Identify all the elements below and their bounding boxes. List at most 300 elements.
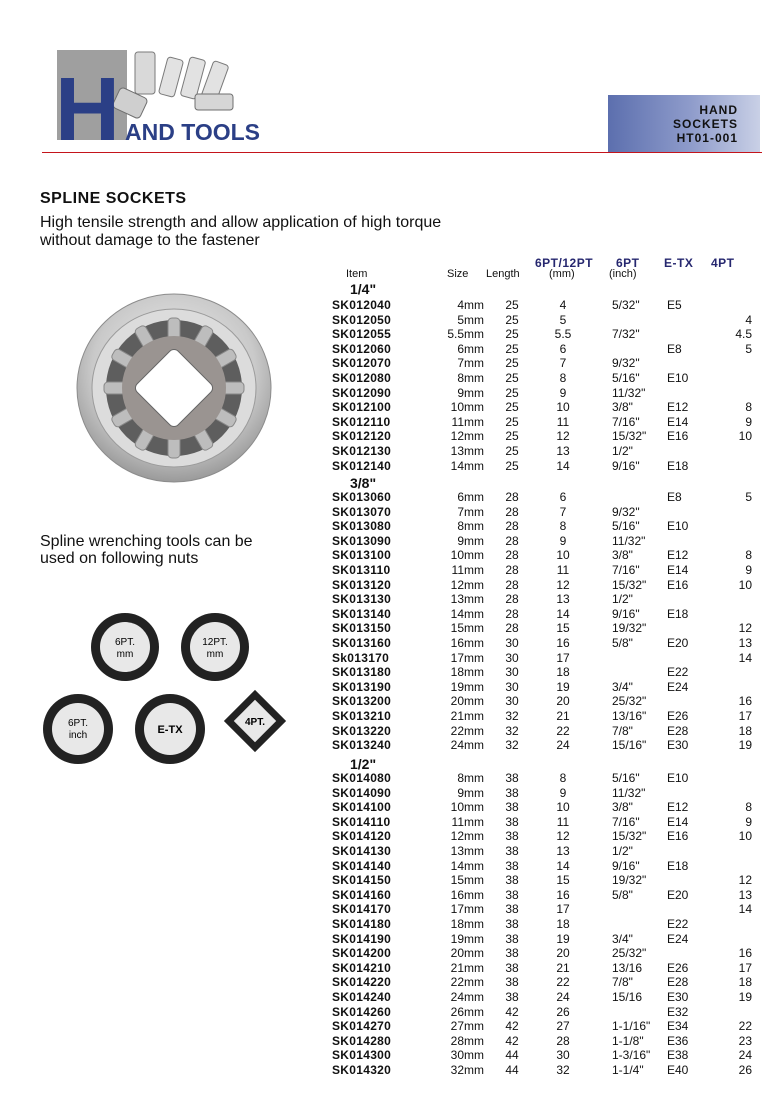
size-6pt-inch: 5/16" — [612, 771, 640, 785]
length: 28 — [505, 504, 519, 519]
table-row — [0, 990, 780, 1005]
size-6pt-12pt-mm: 19 — [556, 679, 570, 694]
length: 25 — [505, 414, 519, 429]
svg-text:6PT.: 6PT. — [114, 637, 136, 648]
item-code: SK013110 — [332, 563, 391, 577]
size-4pt: 17 — [738, 709, 752, 723]
size-4pt: 22 — [738, 1019, 752, 1034]
size-6pt-inch: 15/16 — [612, 990, 643, 1004]
item-code: SK013120 — [332, 577, 392, 592]
size-6pt-inch: 11/32" — [612, 533, 646, 548]
length: 38 — [505, 814, 519, 829]
size-4pt: 9 — [745, 563, 752, 577]
size-6pt-12pt-mm: 14 — [556, 606, 570, 621]
size-4pt: 18 — [738, 723, 752, 738]
size-6pt-12pt-mm: 14 — [556, 458, 570, 473]
table-row — [0, 371, 780, 386]
length: 38 — [505, 931, 519, 946]
size-etx: E18 — [667, 858, 689, 873]
size-etx: E10 — [667, 519, 689, 534]
size: 20mm — [450, 946, 484, 961]
size: 13mm — [450, 592, 484, 607]
size: 17mm — [450, 902, 484, 917]
size-6pt-12pt-mm: 19 — [556, 931, 570, 946]
size-4pt: 8 — [745, 400, 752, 415]
size-etx: E30 — [667, 738, 689, 753]
size: 28mm — [450, 1033, 484, 1048]
table-row — [0, 636, 780, 651]
item-code: SK013130 — [332, 592, 392, 607]
size-4pt: 17 — [738, 960, 752, 975]
length: 38 — [505, 800, 519, 815]
table-row — [0, 829, 780, 844]
table-row — [0, 444, 780, 459]
size: 10mm — [450, 548, 484, 563]
size: 12mm — [450, 429, 484, 444]
table-row — [0, 709, 780, 724]
length: 38 — [505, 960, 519, 975]
size-etx: E40 — [667, 1063, 689, 1077]
table-row — [0, 888, 780, 903]
size-etx: E30 — [667, 990, 689, 1004]
item-code: SK012130 — [332, 444, 392, 458]
size-6pt-inch: 13/16 — [612, 960, 643, 975]
size-6pt-12pt-mm: 10 — [556, 548, 570, 563]
item-code: SK014150 — [332, 873, 392, 888]
size-6pt-inch: 13/16" — [612, 709, 647, 723]
table-row — [0, 738, 780, 753]
item-code: SK014240 — [332, 990, 392, 1004]
size-etx: E18 — [667, 606, 689, 621]
nuts-description-line: used on following nuts — [40, 550, 199, 567]
length: 38 — [505, 990, 519, 1004]
table-row — [0, 680, 780, 695]
header-6pt-12pt: 6PT/12PT — [535, 256, 594, 270]
item-code: SK014120 — [332, 829, 392, 844]
item-code: SK013100 — [332, 548, 392, 563]
drive-size-heading: 1/2" — [350, 756, 377, 772]
size: 6mm — [457, 341, 484, 356]
table-row — [0, 815, 780, 830]
size-4pt: 14 — [738, 902, 752, 917]
length: 38 — [505, 917, 519, 931]
size-etx: E10 — [667, 371, 689, 385]
size-4pt: 4 — [745, 312, 752, 327]
item-code: SK012050 — [332, 312, 392, 327]
size-6pt-inch: 9/16" — [612, 606, 640, 621]
table-row — [0, 607, 780, 622]
length: 25 — [505, 356, 519, 371]
item-code: SK014190 — [332, 931, 392, 946]
size: 15mm — [450, 873, 484, 888]
size-etx: E32 — [667, 1004, 689, 1019]
description-line: without damage to the fastener — [40, 232, 260, 249]
header-inch: (inch) — [609, 268, 637, 280]
item-code: SK014140 — [332, 858, 392, 873]
size-6pt-12pt-mm: 27 — [556, 1019, 570, 1034]
size: 22mm — [450, 975, 484, 990]
table-row — [0, 313, 780, 328]
table-row — [0, 975, 780, 990]
size-6pt-inch: 25/32" — [612, 946, 647, 961]
size-4pt: 18 — [738, 975, 752, 990]
size-6pt-12pt-mm: 5 — [559, 312, 567, 327]
size-6pt-12pt-mm: 4 — [559, 298, 567, 312]
svg-text:4PT.: 4PT. — [244, 717, 266, 728]
length: 30 — [505, 636, 519, 650]
svg-text:H: H — [55, 60, 120, 145]
item-code: SK013220 — [332, 723, 392, 738]
description-line: High tensile strength and allow application of high torque — [40, 214, 442, 231]
table-row — [0, 651, 780, 666]
size: 32mm — [450, 1063, 484, 1077]
table-row — [0, 859, 780, 874]
size: 5.5mm — [447, 327, 484, 342]
size-6pt-12pt-mm: 18 — [556, 917, 570, 931]
length: 42 — [505, 1033, 519, 1048]
size-6pt-12pt-mm: 11 — [556, 814, 570, 829]
item-code: SK014130 — [332, 844, 392, 858]
size-6pt-inch: 19/32" — [612, 621, 647, 636]
length: 44 — [505, 1063, 519, 1077]
svg-text:mm: mm — [116, 649, 134, 660]
drive-size-heading: 3/8" — [350, 475, 377, 491]
length: 30 — [505, 694, 519, 709]
item-code: SK014210 — [332, 960, 392, 975]
length: 42 — [505, 1019, 519, 1034]
size-4pt: 10 — [738, 429, 752, 444]
table-row — [0, 578, 780, 593]
item-code: SK012090 — [332, 385, 392, 400]
size-etx: E26 — [667, 960, 689, 975]
size-6pt-12pt-mm: 18 — [556, 665, 570, 680]
size-6pt-12pt-mm: 20 — [556, 946, 570, 961]
length: 28 — [505, 621, 519, 636]
size-etx: E34 — [667, 1019, 689, 1034]
item-code: SK014260 — [332, 1004, 392, 1019]
size-etx: E12 — [667, 548, 689, 563]
size-6pt-12pt-mm: 6 — [559, 341, 567, 356]
size-6pt-inch: 11/32" — [612, 385, 646, 400]
size-etx: E24 — [667, 679, 689, 694]
item-code: SK013150 — [332, 621, 392, 636]
table-row — [0, 665, 780, 680]
item-code: SK014280 — [332, 1033, 392, 1048]
table-row — [0, 356, 780, 371]
length: 42 — [505, 1004, 519, 1019]
header-6pt: 6PT — [616, 256, 640, 270]
table-row — [0, 386, 780, 401]
size-etx: E10 — [667, 771, 689, 785]
size-etx: E5 — [667, 298, 682, 312]
size-6pt-inch: 9/16" — [612, 858, 640, 873]
size-4pt: 16 — [738, 694, 752, 709]
header-length: Length — [486, 268, 520, 280]
size-6pt-inch: 9/32" — [612, 504, 640, 519]
item-code: SK013180 — [332, 665, 392, 680]
tag-line: SOCKETS — [672, 117, 738, 131]
size-etx: E22 — [667, 917, 689, 931]
length: 38 — [505, 829, 519, 844]
size-6pt-12pt-mm: 26 — [556, 1004, 570, 1019]
table-row — [0, 505, 780, 520]
size-6pt-inch: 1/2" — [612, 444, 633, 458]
table-row — [0, 534, 780, 549]
size: 8mm — [457, 771, 484, 785]
size-6pt-inch: 3/8" — [612, 800, 633, 815]
size: 11mm — [451, 814, 484, 829]
size: 12mm — [450, 829, 484, 844]
length: 25 — [505, 298, 519, 312]
size-6pt-12pt-mm: 6 — [559, 490, 567, 504]
size-etx: E16 — [667, 429, 689, 444]
length: 30 — [505, 650, 519, 665]
size-4pt: 13 — [738, 887, 752, 902]
item-code: SK012040 — [332, 298, 392, 312]
size-etx: E18 — [667, 458, 689, 473]
section-tag — [608, 95, 760, 153]
size-4pt: 14 — [738, 650, 752, 665]
svg-text:inch: inch — [68, 730, 88, 741]
size-6pt-12pt-mm: 5.5 — [554, 327, 572, 342]
table-row — [0, 917, 780, 932]
size: 16mm — [450, 887, 484, 902]
item-code: SK014180 — [332, 917, 392, 931]
size: 18mm — [450, 665, 484, 680]
size-etx: E14 — [667, 814, 689, 829]
table-row — [0, 490, 780, 505]
size-6pt-inch: 9/16" — [612, 458, 640, 473]
table-row — [0, 724, 780, 739]
size-6pt-12pt-mm: 24 — [556, 990, 570, 1004]
size-etx: E24 — [667, 931, 689, 946]
length: 30 — [505, 679, 519, 694]
table-row — [0, 342, 780, 357]
table-row — [0, 694, 780, 709]
size-6pt-12pt-mm: 13 — [556, 844, 570, 858]
size-etx: E14 — [667, 414, 689, 429]
table-row — [0, 563, 780, 578]
item-code: SK013070 — [332, 504, 392, 519]
length: 25 — [505, 312, 519, 327]
table-row — [0, 902, 780, 917]
item-code: Sk013170 — [332, 650, 390, 665]
size: 8mm — [457, 371, 484, 385]
size-etx: E14 — [667, 563, 689, 577]
table-row — [0, 548, 780, 563]
size: 15mm — [450, 621, 484, 636]
item-code: SK013160 — [332, 636, 392, 650]
table-row — [0, 400, 780, 415]
size: 9mm — [457, 385, 484, 400]
size: 30mm — [450, 1048, 484, 1063]
item-code: SK012100 — [332, 400, 392, 415]
header-etx: E-TX — [664, 256, 694, 270]
tag-line: HAND — [699, 103, 738, 117]
size-6pt-inch: 1-1/8" — [612, 1033, 644, 1048]
size-6pt-inch: 7/16" — [612, 814, 640, 829]
size: 20mm — [450, 694, 484, 709]
item-code: SK014110 — [332, 814, 391, 829]
size-6pt-inch: 3/4" — [612, 931, 633, 946]
size-6pt-inch: 15/16" — [612, 738, 647, 753]
length: 44 — [505, 1048, 519, 1063]
size-4pt: 10 — [738, 577, 752, 592]
header-size: Size — [447, 268, 469, 280]
size-6pt-inch: 5/32" — [612, 298, 640, 312]
size-6pt-12pt-mm: 10 — [556, 400, 570, 415]
length: 28 — [505, 577, 519, 592]
size-6pt-12pt-mm: 16 — [556, 636, 570, 650]
socket-set-icon — [112, 52, 233, 119]
size-6pt-inch: 7/8" — [612, 975, 633, 990]
size-etx: E20 — [667, 887, 689, 902]
table-row — [0, 1048, 780, 1063]
table-row — [0, 932, 780, 947]
size-6pt-12pt-mm: 20 — [556, 694, 570, 709]
length: 38 — [505, 844, 519, 858]
size-6pt-12pt-mm: 9 — [559, 385, 567, 400]
size-6pt-inch: 5/8" — [612, 636, 633, 650]
size-6pt-inch: 1-3/16" — [612, 1048, 651, 1063]
size-6pt-inch: 3/8" — [612, 400, 633, 415]
table-row — [0, 429, 780, 444]
size-6pt-12pt-mm: 12 — [556, 429, 570, 444]
length: 25 — [505, 444, 519, 458]
size: 13mm — [450, 444, 484, 458]
size-6pt-inch: 15/32" — [612, 577, 647, 592]
length: 38 — [505, 858, 519, 873]
size: 9mm — [457, 533, 484, 548]
size-6pt-inch: 9/32" — [612, 356, 640, 371]
size: 11mm — [451, 414, 484, 429]
size: 24mm — [450, 990, 484, 1004]
size-4pt: 12 — [738, 621, 752, 636]
size: 4mm — [457, 298, 484, 312]
size-6pt-12pt-mm: 24 — [556, 738, 570, 753]
table-row — [0, 1019, 780, 1034]
size-6pt-12pt-mm: 11 — [556, 414, 570, 429]
size-4pt: 5 — [745, 490, 752, 504]
item-code: SK013140 — [332, 606, 392, 621]
size: 14mm — [450, 606, 484, 621]
size-6pt-inch: 1-1/4" — [612, 1063, 644, 1077]
length: 25 — [505, 385, 519, 400]
table-row — [0, 961, 780, 976]
length: 32 — [505, 709, 519, 723]
table-row — [0, 519, 780, 534]
header-mm: (mm) — [549, 268, 575, 280]
size-6pt-inch: 1-1/16" — [612, 1019, 651, 1034]
item-code: SK014090 — [332, 785, 392, 800]
size: 17mm — [450, 650, 484, 665]
size-6pt-12pt-mm: 17 — [556, 902, 570, 917]
item-code: SK012120 — [332, 429, 392, 444]
table-row — [0, 873, 780, 888]
table-row — [0, 946, 780, 961]
size-6pt-12pt-mm: 16 — [556, 887, 570, 902]
size-4pt: 8 — [745, 800, 752, 815]
size-6pt-12pt-mm: 13 — [556, 592, 570, 607]
size-6pt-inch: 15/32" — [612, 829, 647, 844]
size: 7mm — [457, 356, 484, 371]
tag-line: HT01-001 — [676, 131, 738, 145]
size-6pt-inch: 5/8" — [612, 887, 633, 902]
size-6pt-12pt-mm: 15 — [556, 873, 570, 888]
length: 28 — [505, 606, 519, 621]
size-etx: E28 — [667, 723, 689, 738]
table-row — [0, 1005, 780, 1020]
item-code: SK013200 — [332, 694, 392, 709]
item-code: SK012140 — [332, 458, 392, 473]
size-6pt-12pt-mm: 13 — [556, 444, 570, 458]
size-6pt-12pt-mm: 9 — [559, 533, 567, 548]
size: 8mm — [457, 519, 484, 534]
size-6pt-inch: 19/32" — [612, 873, 647, 888]
table-row — [0, 1063, 780, 1078]
size-4pt: 19 — [738, 738, 752, 753]
size-4pt: 13 — [738, 636, 752, 650]
item-code: SK012080 — [332, 371, 392, 385]
size-6pt-12pt-mm: 8 — [559, 371, 567, 385]
size-6pt-inch: 7/16" — [612, 414, 640, 429]
size-6pt-inch: 7/16" — [612, 563, 640, 577]
size-4pt: 24 — [738, 1048, 752, 1063]
size-4pt: 16 — [738, 946, 752, 961]
size-4pt: 12 — [738, 873, 752, 888]
size-etx: E12 — [667, 800, 689, 815]
size-6pt-inch: 7/8" — [612, 723, 633, 738]
length: 25 — [505, 458, 519, 473]
item-code: SK014160 — [332, 887, 392, 902]
size: 9mm — [457, 785, 484, 800]
length: 38 — [505, 785, 519, 800]
table-row — [0, 844, 780, 859]
item-code: SK014080 — [332, 771, 392, 785]
size-4pt: 5 — [745, 341, 752, 356]
size-6pt-inch: 15/32" — [612, 429, 647, 444]
size-6pt-inch: 25/32" — [612, 694, 647, 709]
size: 14mm — [450, 458, 484, 473]
size-6pt-inch: 11/32" — [612, 785, 646, 800]
item-code: SK013240 — [332, 738, 392, 753]
size: 19mm — [450, 679, 484, 694]
size-4pt: 4.5 — [735, 327, 752, 342]
size-6pt-inch: 5/16" — [612, 519, 640, 534]
size-6pt-inch: 1/2" — [612, 592, 633, 607]
size-4pt: 9 — [745, 814, 752, 829]
size: 24mm — [450, 738, 484, 753]
size-4pt: 10 — [738, 829, 752, 844]
size-6pt-12pt-mm: 7 — [559, 504, 567, 519]
item-code: SK014100 — [332, 800, 392, 815]
size-4pt: 23 — [738, 1033, 752, 1048]
svg-text:mm: mm — [206, 649, 224, 660]
size-6pt-12pt-mm: 11 — [556, 563, 570, 577]
length: 30 — [505, 665, 519, 680]
svg-text:E-TX: E-TX — [157, 724, 183, 736]
page-title: SPLINE SOCKETS — [40, 190, 187, 207]
length: 32 — [505, 738, 519, 753]
table-row — [0, 621, 780, 636]
table-row — [0, 298, 780, 313]
size: 27mm — [450, 1019, 484, 1034]
length: 28 — [505, 490, 519, 504]
size-6pt-inch: 3/4" — [612, 679, 633, 694]
size-etx: E22 — [667, 665, 689, 680]
size-6pt-12pt-mm: 22 — [556, 723, 570, 738]
size-6pt-12pt-mm: 12 — [556, 829, 570, 844]
